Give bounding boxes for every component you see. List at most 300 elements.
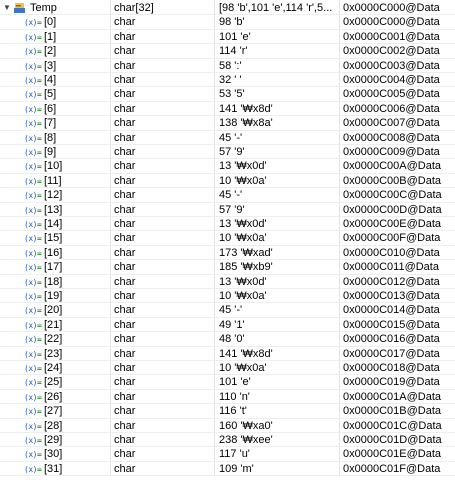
element-name-cell (0, 289, 110, 303)
column-divider (339, 260, 340, 273)
element-name-cell (0, 447, 110, 461)
column-divider (339, 419, 340, 432)
element-type: char (114, 304, 136, 317)
element-name: [18] (44, 275, 63, 288)
element-name: [2] (44, 45, 57, 58)
column-divider (110, 462, 111, 475)
variable-icon: (x)= (24, 133, 42, 143)
column-divider (339, 404, 340, 417)
tree-row[interactable] (0, 433, 455, 447)
element-type: char (114, 232, 136, 245)
column-divider (339, 275, 340, 288)
element-value[interactable]: 48 '0' (219, 333, 245, 346)
root-location: 0x0000C000@Data (343, 2, 440, 14)
element-value[interactable]: 238 '₩xee' (219, 434, 273, 446)
tree-root-row[interactable] (0, 0, 455, 15)
element-name-cell (0, 159, 110, 173)
element-type: char (114, 347, 136, 360)
element-type: char (114, 318, 136, 331)
element-location: 0x0000C000@Data (343, 16, 440, 29)
tree-row[interactable] (0, 102, 455, 116)
tree-row[interactable] (0, 332, 455, 346)
column-divider (110, 87, 111, 100)
element-name-cell (0, 131, 110, 145)
element-value[interactable]: 114 'r' (219, 45, 248, 58)
column-divider (214, 87, 215, 100)
variable-icon: (x)= (24, 320, 42, 330)
element-value[interactable]: 10 '₩x0a' (219, 362, 267, 374)
element-name-cell (0, 260, 110, 274)
variable-icon: (x)= (24, 335, 42, 345)
element-type: char (114, 275, 136, 288)
variable-icon: (x)= (24, 407, 42, 417)
column-divider (214, 116, 215, 129)
column-divider (110, 231, 111, 244)
element-value[interactable]: 138 '₩x8a' (219, 117, 273, 130)
element-value[interactable]: 57 '9' (219, 146, 245, 158)
tree-row[interactable] (0, 390, 455, 404)
element-type: char (114, 434, 136, 446)
tree-row[interactable] (0, 447, 455, 461)
element-name-cell (0, 332, 110, 346)
element-type: char (114, 45, 136, 58)
element-location: 0x0000C015@Data (343, 318, 440, 331)
column-divider (110, 390, 111, 403)
element-location: 0x0000C011@Data (343, 261, 439, 274)
element-location: 0x0000C019@Data (343, 376, 440, 389)
element-name-cell (0, 116, 110, 130)
column-divider (214, 390, 215, 403)
column-divider (339, 390, 340, 403)
column-divider (110, 116, 111, 129)
element-value[interactable]: 45 '-' (219, 304, 243, 317)
element-name: [0] (44, 16, 57, 29)
column-divider (110, 145, 111, 158)
tree-row[interactable] (0, 73, 455, 87)
element-location: 0x0000C018@Data (343, 362, 440, 374)
column-divider (110, 260, 111, 273)
column-divider (339, 131, 340, 144)
element-value[interactable]: 98 'b' (219, 16, 245, 29)
element-type: char (114, 131, 136, 144)
variable-icon: (x)= (24, 364, 42, 373)
element-name: [12] (44, 189, 63, 202)
column-divider (339, 318, 340, 331)
tree-row[interactable] (0, 15, 455, 29)
element-location: 0x0000C013@Data (343, 290, 440, 302)
element-type: char (114, 189, 136, 202)
column-divider (110, 361, 111, 374)
struct-variable-icon (13, 2, 26, 14)
column-divider (214, 375, 215, 388)
tree-row[interactable] (0, 375, 455, 389)
element-location: 0x0000C012@Data (343, 275, 440, 288)
column-divider (214, 447, 215, 460)
element-name: [15] (44, 232, 63, 245)
element-name-cell (0, 217, 110, 231)
column-divider (110, 404, 111, 417)
element-location: 0x0000C00C@Data (343, 189, 442, 202)
element-value[interactable]: 173 '₩xad' (219, 246, 273, 259)
column-divider (214, 275, 215, 288)
column-divider (110, 44, 111, 57)
element-value[interactable]: 13 '₩x0d' (219, 218, 267, 230)
element-name: [10] (44, 160, 63, 173)
column-divider (339, 87, 340, 100)
element-location: 0x0000C014@Data (343, 304, 440, 317)
element-value[interactable]: 160 '₩xa0' (219, 419, 273, 432)
element-location: 0x0000C004@Data (343, 74, 440, 86)
element-name: [11] (44, 174, 62, 187)
element-location: 0x0000C016@Data (343, 333, 440, 346)
element-location: 0x0000C003@Data (343, 59, 440, 72)
tree-row[interactable] (0, 188, 455, 202)
tree-row[interactable] (0, 347, 455, 361)
column-divider (339, 203, 340, 216)
element-type: char (114, 376, 136, 389)
column-divider (110, 217, 111, 230)
column-divider (214, 318, 215, 331)
column-divider (110, 59, 111, 72)
tree-row[interactable] (0, 217, 455, 231)
element-value[interactable]: 117 'u' (219, 448, 250, 461)
column-divider (339, 0, 340, 14)
tree-row[interactable] (0, 59, 455, 73)
element-location: 0x0000C008@Data (343, 131, 440, 144)
element-value[interactable]: 49 '1' (219, 318, 245, 331)
tree-row[interactable] (0, 145, 455, 159)
element-name: [1] (44, 30, 57, 43)
column-divider (214, 246, 215, 259)
tree-row[interactable] (0, 203, 455, 217)
column-divider (110, 433, 111, 446)
element-value[interactable]: 32 ' ' (219, 74, 242, 86)
column-divider (339, 303, 340, 316)
element-value[interactable]: 101 'e' (219, 376, 251, 389)
element-location: 0x0000C010@Data (343, 246, 440, 259)
element-type: char (114, 146, 136, 158)
element-location: 0x0000C005@Data (343, 88, 440, 101)
element-location: 0x0000C01F@Data (343, 462, 441, 475)
column-divider (214, 462, 215, 475)
element-location: 0x0000C00E@Data (343, 218, 442, 230)
element-value[interactable]: 13 '₩x0d' (219, 160, 267, 173)
tree-row[interactable] (0, 159, 455, 173)
column-divider (110, 246, 111, 259)
tree-row[interactable] (0, 419, 455, 433)
element-location: 0x0000C00D@Data (343, 203, 442, 216)
column-divider (339, 159, 340, 172)
element-type: char (114, 261, 136, 274)
variable-icon: (x)= (24, 119, 42, 129)
element-name: [5] (44, 88, 57, 101)
element-name: [6] (44, 102, 57, 115)
column-divider (339, 102, 340, 115)
element-type: char (114, 117, 136, 130)
element-name: [30] (44, 448, 63, 461)
tree-row[interactable] (0, 174, 455, 188)
element-value[interactable]: 10 '₩x0a' (219, 232, 267, 245)
element-value[interactable]: 58 ':' (219, 59, 242, 72)
column-divider (214, 145, 215, 158)
element-name-cell (0, 44, 110, 58)
column-divider (110, 303, 111, 316)
element-value[interactable]: 45 '-' (219, 131, 243, 144)
element-type: char (114, 203, 136, 216)
column-divider (214, 44, 215, 57)
tree-row[interactable] (0, 318, 455, 332)
column-divider (214, 30, 215, 43)
column-divider (339, 231, 340, 244)
variable-icon: (x)= (24, 32, 42, 42)
variable-icon: (x)= (24, 162, 42, 172)
column-divider (339, 332, 340, 345)
element-name-cell (0, 145, 110, 159)
element-name: [8] (44, 131, 57, 144)
element-value[interactable]: 116 't' (219, 405, 247, 418)
tree-row[interactable] (0, 260, 455, 274)
root-name: Temp (30, 2, 57, 14)
element-name-cell (0, 390, 110, 404)
column-divider (214, 159, 215, 172)
element-value[interactable]: 13 '₩x0d' (219, 275, 267, 288)
column-divider (214, 260, 215, 273)
element-name: [16] (44, 246, 63, 259)
element-value[interactable]: 185 '₩xb9' (219, 261, 273, 274)
column-divider (214, 73, 215, 86)
element-location: 0x0000C001@Data (343, 30, 440, 43)
element-name-cell (0, 87, 110, 101)
element-name-cell (0, 203, 110, 217)
variable-icon: (x)= (24, 176, 42, 186)
column-divider (110, 102, 111, 115)
column-divider (214, 419, 215, 432)
column-divider (110, 289, 111, 302)
column-divider (214, 289, 215, 302)
column-divider (339, 59, 340, 72)
variable-icon: (x)= (24, 277, 42, 287)
tree-row[interactable] (0, 303, 455, 317)
column-divider (110, 0, 111, 14)
column-divider (214, 433, 215, 446)
element-type: char (114, 390, 136, 403)
variable-icon: (x)= (24, 18, 42, 28)
column-divider (339, 462, 340, 475)
column-divider (110, 188, 111, 201)
root-type: char[32] (114, 2, 154, 14)
element-name-cell (0, 102, 110, 116)
element-value[interactable]: 109 'm' (219, 462, 254, 475)
variable-icon: (x)= (24, 292, 42, 301)
column-divider (214, 217, 215, 230)
element-value[interactable]: 57 '9' (219, 203, 245, 216)
variable-icon: (x)= (24, 306, 42, 316)
column-divider (214, 347, 215, 360)
element-type: char (114, 16, 136, 29)
element-value[interactable]: 45 '-' (219, 189, 243, 202)
element-value[interactable]: 110 'n' (219, 390, 250, 403)
element-location: 0x0000C01A@Data (343, 390, 442, 403)
tree-row[interactable] (0, 30, 455, 44)
variable-icon: (x)= (24, 76, 42, 85)
variable-icon: (x)= (24, 148, 42, 157)
element-value[interactable]: 10 '₩x0a' (219, 174, 267, 187)
column-divider (339, 361, 340, 374)
element-name-cell (0, 275, 110, 289)
element-type: char (114, 218, 136, 230)
element-name-cell (0, 246, 110, 260)
column-divider (110, 30, 111, 43)
element-name: [23] (44, 347, 63, 360)
element-value[interactable]: 53 '5' (219, 88, 245, 101)
element-name-cell (0, 375, 110, 389)
column-divider (339, 188, 340, 201)
element-location: 0x0000C017@Data (343, 347, 440, 360)
element-value[interactable]: 141 '₩x8d' (219, 102, 273, 115)
column-divider (339, 73, 340, 86)
element-name: [3] (44, 59, 57, 72)
column-divider (110, 73, 111, 86)
element-name: [14] (44, 218, 63, 230)
element-name-cell (0, 303, 110, 317)
element-name: [25] (44, 376, 63, 389)
element-location: 0x0000C01D@Data (343, 434, 442, 446)
column-divider (214, 404, 215, 417)
tree-row[interactable] (0, 87, 455, 101)
element-location: 0x0000C00A@Data (343, 160, 442, 173)
element-name-cell (0, 433, 110, 447)
column-divider (110, 347, 111, 360)
tree-row[interactable] (0, 361, 455, 375)
tree-row[interactable] (0, 246, 455, 260)
column-divider (110, 15, 111, 28)
root-value[interactable]: [98 'b',101 'e',114 'r',5... (219, 2, 333, 14)
element-name: [20] (44, 304, 63, 317)
element-name: [19] (44, 290, 63, 302)
tree-row[interactable] (0, 116, 455, 130)
tree-row[interactable] (0, 44, 455, 58)
element-name-cell (0, 419, 110, 433)
column-divider (339, 174, 340, 187)
element-name: [31] (44, 462, 63, 475)
element-name-cell (0, 30, 110, 44)
column-divider (339, 44, 340, 57)
element-location: 0x0000C006@Data (343, 102, 440, 115)
element-location: 0x0000C007@Data (343, 117, 440, 130)
element-name-cell (0, 188, 110, 202)
column-divider (339, 116, 340, 129)
column-divider (110, 332, 111, 345)
element-name: [29] (44, 434, 63, 446)
variable-icon: (x)= (24, 205, 42, 215)
column-divider (214, 15, 215, 28)
element-name: [21] (44, 318, 63, 331)
column-divider (214, 231, 215, 244)
element-value[interactable]: 10 '₩x0a' (219, 290, 267, 302)
element-type: char (114, 290, 136, 302)
element-name: [22] (44, 333, 63, 346)
tree-row[interactable] (0, 289, 455, 303)
column-divider (339, 246, 340, 259)
element-value[interactable]: 101 'e' (219, 30, 251, 43)
element-name: [28] (44, 419, 63, 432)
element-name-cell (0, 73, 110, 87)
variable-icon: (x)= (24, 90, 42, 100)
variable-icon: (x)= (24, 378, 42, 388)
tree-row[interactable] (0, 275, 455, 289)
element-value[interactable]: 141 '₩x8d' (219, 347, 273, 360)
variable-icon: (x)= (24, 392, 42, 402)
column-divider (214, 131, 215, 144)
column-divider (110, 131, 111, 144)
element-type: char (114, 448, 136, 461)
column-divider (110, 318, 111, 331)
column-divider (339, 289, 340, 302)
element-name: [9] (44, 146, 57, 158)
root-name-cell (0, 0, 110, 16)
column-divider (110, 375, 111, 388)
variable-icon: (x)= (24, 349, 42, 359)
element-name-cell (0, 15, 110, 29)
element-name-cell (0, 361, 110, 375)
column-divider (214, 203, 215, 216)
element-name-cell (0, 231, 110, 245)
element-name: [26] (44, 390, 63, 403)
variable-icon: (x)= (24, 436, 42, 445)
element-type: char (114, 160, 136, 173)
column-divider (339, 433, 340, 446)
element-type: char (114, 88, 136, 101)
column-divider (339, 347, 340, 360)
element-type: char (114, 174, 136, 187)
element-name: [4] (44, 74, 57, 86)
variable-icon: (x)= (24, 104, 42, 114)
element-type: char (114, 405, 136, 418)
column-divider (339, 145, 340, 158)
element-type: char (114, 246, 136, 259)
column-divider (110, 203, 111, 216)
column-divider (110, 275, 111, 288)
variable-icon: (x)= (24, 263, 42, 273)
column-divider (214, 102, 215, 115)
variable-icon: (x)= (24, 220, 42, 229)
variable-icon: (x)= (24, 450, 42, 460)
element-name-cell (0, 318, 110, 332)
variable-icon: (x)= (24, 61, 42, 71)
element-name: [17] (44, 261, 63, 274)
column-divider (110, 174, 111, 187)
tree-row[interactable] (0, 462, 455, 476)
chevron-down-icon[interactable]: ▼ (3, 3, 11, 12)
column-divider (339, 30, 340, 43)
tree-row[interactable] (0, 131, 455, 145)
column-divider (339, 217, 340, 230)
element-name: [27] (44, 405, 63, 418)
element-name-cell (0, 462, 110, 476)
element-location: 0x0000C00B@Data (343, 174, 442, 187)
variable-icon: (x)= (24, 47, 42, 57)
column-divider (214, 303, 215, 316)
variable-icon: (x)= (24, 191, 42, 201)
element-location: 0x0000C01B@Data (343, 405, 442, 418)
element-type: char (114, 333, 136, 346)
element-name: [24] (44, 362, 63, 374)
tree-row[interactable] (0, 231, 455, 245)
tree-row[interactable] (0, 404, 455, 418)
element-location: 0x0000C002@Data (343, 45, 440, 58)
element-name: [13] (44, 203, 63, 216)
element-name-cell (0, 347, 110, 361)
